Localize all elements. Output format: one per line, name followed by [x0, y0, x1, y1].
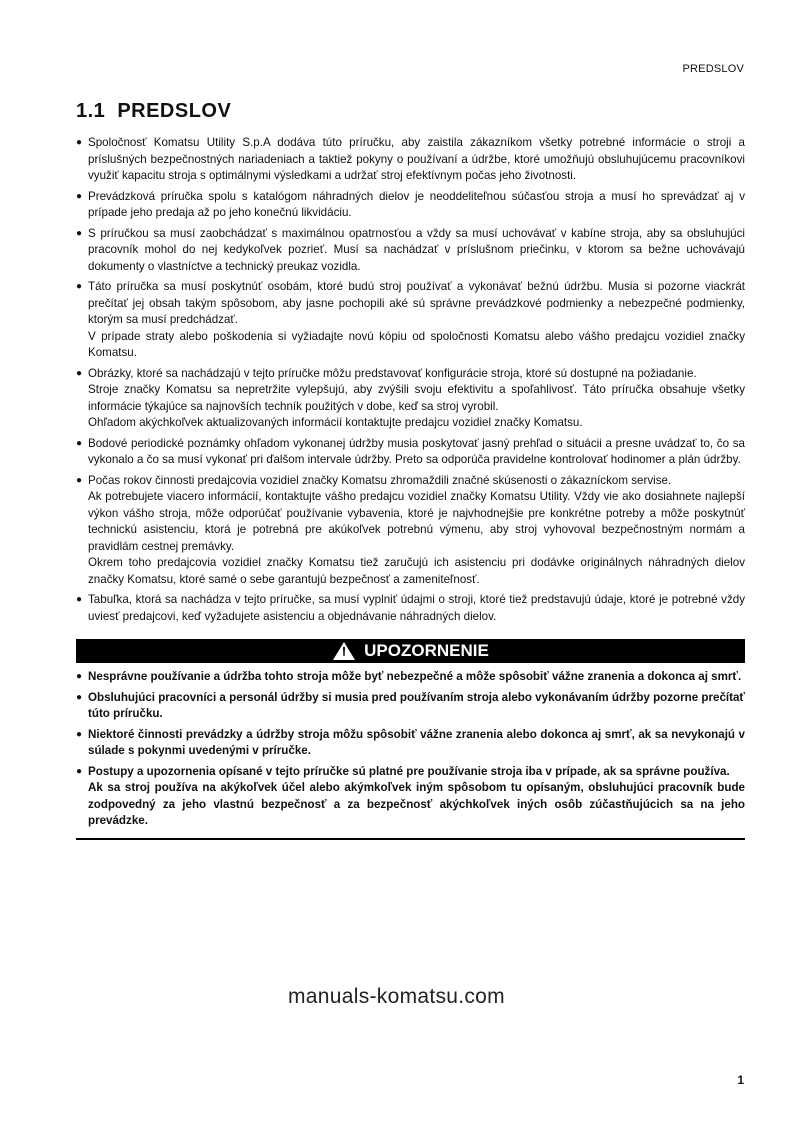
bullet-icon: ●: [76, 594, 83, 605]
warning-item: [76, 669, 745, 686]
list-item: [76, 189, 745, 222]
paragraph: Ak potrebujete viacero informácií, kontaktujte vášho predajcu vozidiel značky Komatsu Utility. Vždy vie ako dosiahnete najlepší výkon vášho stroja, môže odporúčať používanie vybavenia, ktoré je najvhodnejšie pre konkrétne potreby a môže poskytnúť technickú asistenciu, ktorá je potrebná pre akúkoľvek potrebnú výmenu, aby stroj vyhovoval bezpečnostným normám a pravidlám cestnej premávky.: [88, 490, 745, 553]
paragraph: Ak sa stroj používa na akýkoľvek účel alebo akýmkoľvek iným spôsobom tu opísaným, obsluhujúci pracovník bude zodpovedný za jeho vlastnú bezpečnosť a za bezpečnosť akýchkoľvek iných osôb zúčastňujúcich sa na jeho prevádzke.: [88, 781, 745, 827]
paragraph: S príručkou sa musí zaobchádzať s maximálnou opatrnosťou a vždy sa musí uchovávať v kabíne stroja, aby sa obsluhujúci pracovník mohol do nej kedykoľvek pozrieť. Musí sa nachádzať v príslušnom priečinku, v ktorom sa bežne uchovávajú dokumenty o vlastníctve a technický preukaz vozidla.: [88, 226, 745, 273]
page-number: 1: [737, 1073, 744, 1087]
bullet-icon: ●: [76, 281, 83, 292]
paragraph: Niektoré činnosti prevádzky a údržby stroja môžu spôsobiť vážne zranenia alebo dokonca aj smrť, ak sa nevykonajú v súlade s pokynmi uvedenými v príručke.: [88, 727, 745, 757]
section-title: PREDSLOV: [117, 100, 232, 122]
watermark: manuals-komatsu.com: [288, 985, 505, 1008]
warning-title: UPOZORNENIE: [364, 641, 489, 660]
list-item: [76, 366, 745, 432]
list-item: [76, 226, 745, 276]
bullet-icon: ●: [76, 691, 83, 703]
section-number: 1.1: [76, 100, 106, 122]
page-title: [76, 100, 231, 123]
paragraph: Prevádzková príručka spolu s katalógom náhradných dielov je neoddeliteľnou súčasťou stroja a musí ho sprevádzať aj v prípade jeho predaja až po jeho konečnú likvidáciu.: [88, 189, 745, 219]
paragraph: Bodové periodické poznámky ohľadom vykonanej údržby musia poskytovať jasný prehľad o situácii a presne uvádzať to, čo sa vykonalo a čo sa musí vykonať pri ďalšom intervale údržby. Preto sa odporúča pravidelne kontrolovať hodinomer a plán údržby.: [88, 436, 745, 466]
paragraph: Okrem toho predajcovia vozidiel značky Komatsu tiež zaručujú ich asistenciu pri dodávke originálnych náhradných dielov značky Komatsu, ktoré samé o sebe garantujú bezpečnosť a zameniteľnosť.: [88, 556, 745, 586]
bullet-icon: ●: [76, 190, 83, 202]
paragraph: Počas rokov činnosti predajcovia vozidiel značky Komatsu zhromaždili značné skúsenosti o zákazníckom servise.: [88, 473, 672, 487]
paragraph: Postupy a upozornenia opísané v tejto príručke sú platné pre používanie stroja iba v prípade, ak sa správne používa.: [88, 764, 730, 778]
paragraph: Nesprávne používanie a údržba tohto stroja môže byť nebezpečné a môže spôsobiť vážne zranenia a dokonca aj smrť.: [88, 670, 742, 683]
paragraph: Stroje značky Komatsu sa nepretržite vylepšujú, aby zvýšili svoju efektivitu a spoľahlivosť. Táto príručka obsahuje všetky informácie týkajúce sa najnovších techník použitých v dobe, keď sa stroj vyrobil.: [88, 383, 745, 413]
warning-item: [76, 764, 745, 830]
bullet-icon: ●: [76, 671, 83, 682]
foreword-list: [76, 135, 745, 625]
divider: [76, 838, 745, 840]
list-item: [76, 436, 745, 469]
paragraph: V prípade straty alebo poškodenia si vyžiadajte novú kópiu od spoločnosti Komatsu alebo vášho predajcu vozidiel značky Komatsu.: [88, 329, 745, 359]
warning-item: [76, 690, 745, 723]
warning-item: [76, 727, 745, 760]
list-item: [76, 592, 745, 625]
warning-list: [76, 669, 745, 830]
paragraph: Táto príručka sa musí poskytnúť osobám, ktoré budú stroj používať a vykonávať bežnú údržbu. Musia si pozorne viackrát prečítať jej obsah takým spôsobom, aby jasne pochopili aké sú správne prevádzkové podmienky a nebezpečné podmienky, ktorým sa musí predchádzať.: [88, 280, 745, 326]
list-item: [76, 135, 745, 185]
warning-triangle-icon: [332, 641, 356, 661]
bullet-icon: ●: [76, 728, 83, 740]
list-item: [76, 473, 745, 589]
bullet-icon: ●: [76, 227, 83, 239]
paragraph: Obsluhujúci pracovníci a personál údržby si musia pred používaním stroja alebo vykonávaním údržby pozorne prečítať túto príručku.: [88, 690, 745, 720]
running-header: PREDSLOV: [682, 63, 744, 75]
paragraph: Ohľadom akýchkoľvek aktualizovaných informácií kontaktujte predajcu vozidiel značky Komatsu.: [88, 416, 583, 429]
warning-header: [76, 639, 745, 663]
bullet-icon: ●: [76, 765, 83, 777]
paragraph: Spoločnosť Komatsu Utility S.p.A dodáva túto príručku, aby zaistila zákazníkom všetky potrebné informácie o stroji a príslušných bezpečnostných nariadeniach a taktiež pokyny o používaní a údržbe, ktoré umožňujú obsluhujúcemu pracovníkovi využiť kapacitu stroja s optimálnymi výsledkami a udržať stroj efektívnym počas jeho životnosti.: [88, 136, 745, 182]
paragraph: Obrázky, ktoré sa nachádzajú v tejto príručke môžu predstavovať konfigurácie stroja, ktoré sú dostupné na požiadanie.: [88, 366, 697, 380]
list-item: [76, 279, 745, 362]
page-body: [76, 135, 745, 840]
bullet-icon: ●: [76, 137, 83, 148]
bullet-icon: ●: [76, 474, 83, 486]
bullet-icon: ●: [76, 437, 83, 449]
bullet-icon: ●: [76, 367, 83, 379]
paragraph: Tabuľka, ktorá sa nachádza v tejto príručke, sa musí vyplniť údajmi o stroji, ktoré tiež predstavujú údaje, ktoré je potrebné vždy uviesť predajcovi, keď vyžadujete asistenciu a objednávanie náhradných dielov.: [88, 593, 745, 623]
